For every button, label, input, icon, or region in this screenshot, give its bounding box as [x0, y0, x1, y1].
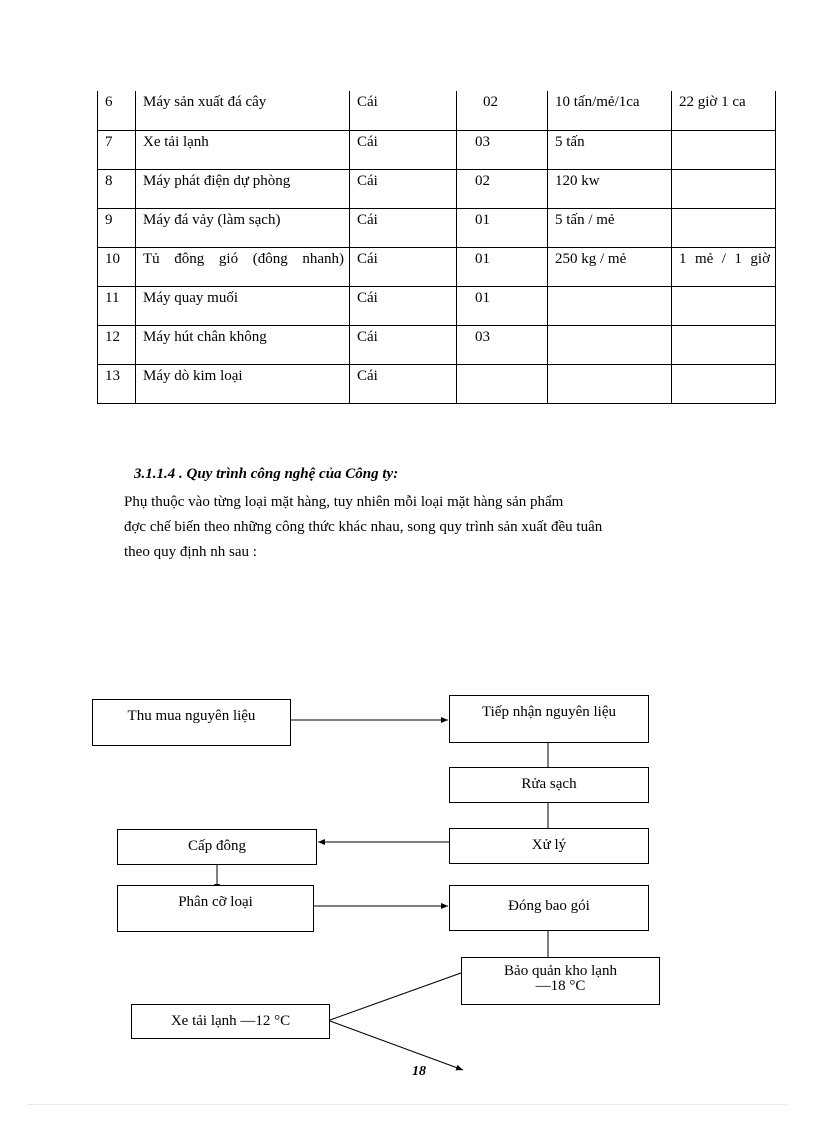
page-number: 18 [412, 1064, 426, 1079]
cell-name: Tủ đông gió (đông nhanh) [136, 247, 350, 286]
step-label: Đóng bao gói [508, 898, 590, 914]
cell-note: 22 giờ 1 ca [672, 91, 776, 130]
paragraph-line: đợc chế biến theo những công thức khác nhau, song quy trình sản xuất đều tuân [124, 519, 603, 535]
cell-no: 7 [98, 130, 136, 169]
step-tiep-nhan [449, 695, 649, 743]
cell-qty: 01 [457, 208, 548, 247]
step-label: Thu mua nguyên liệu [127, 708, 256, 724]
line-baoquan-xetai [330, 973, 461, 1020]
cell-unit: Cái [350, 286, 457, 325]
step-label: Tiếp nhận nguyên liệu [481, 704, 617, 720]
step-label: Xe tải lạnh —12 °C [170, 1013, 291, 1029]
cell-unit: Cái [350, 130, 457, 169]
step-label-line2: —18 °C [535, 978, 586, 994]
cell-no: 10 [98, 247, 136, 286]
cell-no: 11 [98, 286, 136, 325]
cell-qty: 01 [457, 286, 548, 325]
cell-name: Máy đá vảy (làm sạch) [136, 208, 350, 247]
cell-name: Xe tải lạnh [136, 130, 350, 169]
cell-unit: Cái [350, 325, 457, 364]
step-label: Xử lý [531, 837, 567, 853]
paragraph-line: theo quy định nh sau : [124, 544, 257, 560]
footer-divider [28, 1104, 788, 1105]
paragraph-line: Phụ thuộc vào từng loại mặt hàng, tuy nhiên mỗi loại mặt hàng sản phẩm [124, 494, 564, 510]
cell-qty: 01 [457, 247, 548, 286]
step-label: Rửa sạch [521, 776, 577, 792]
step-label: Cấp đông [188, 838, 246, 854]
cell-qty: 03 [457, 325, 548, 364]
step-dong-bao [449, 885, 649, 931]
cell-unit: Cái [350, 208, 457, 247]
cell-capacity: 120 kw [548, 169, 672, 208]
cell-unit: Cái [350, 364, 457, 403]
cell-name: Máy sản xuất đá cây [136, 91, 350, 130]
step-label: Phân cỡ loại [178, 894, 253, 910]
step-xu-ly [449, 828, 649, 864]
cell-unit: Cái [350, 91, 457, 130]
cell-qty: 03 [457, 130, 548, 169]
step-xe-tai [131, 1004, 330, 1039]
cell-note: 1 mẻ / 1 giờ [672, 247, 776, 286]
cell-qty: 02 [457, 91, 548, 130]
cell-qty: 02 [457, 169, 548, 208]
cell-name: Máy quay muối [136, 286, 350, 325]
cell-capacity: 5 tấn / mẻ [548, 208, 672, 247]
step-rua-sach [449, 767, 649, 803]
step-bao-quan [461, 957, 660, 1005]
cell-no: 13 [98, 364, 136, 403]
cell-no: 12 [98, 325, 136, 364]
arrow-xetai-out [330, 1021, 463, 1070]
section-heading: 3.1.1.4 . Quy trình công nghệ của Công ty: [134, 466, 399, 482]
step-phan-co [117, 885, 314, 932]
cell-capacity: 250 kg / mẻ [548, 247, 672, 286]
cell-name: Máy phát điện dự phòng [136, 169, 350, 208]
cell-capacity: 5 tấn [548, 130, 672, 169]
cell-no: 8 [98, 169, 136, 208]
cell-no: 9 [98, 208, 136, 247]
cell-capacity: 10 tấn/mẻ/1ca [548, 91, 672, 130]
cell-unit: Cái [350, 169, 457, 208]
step-thu-mua [92, 699, 291, 746]
cell-unit: Cái [350, 247, 457, 286]
cell-no: 6 [98, 91, 136, 130]
cell-name: Máy hút chân không [136, 325, 350, 364]
cell-name: Máy dò kim loại [136, 364, 350, 403]
step-cap-dong [117, 829, 317, 865]
step-label-line1: Bảo quản kho lạnh [504, 963, 617, 979]
